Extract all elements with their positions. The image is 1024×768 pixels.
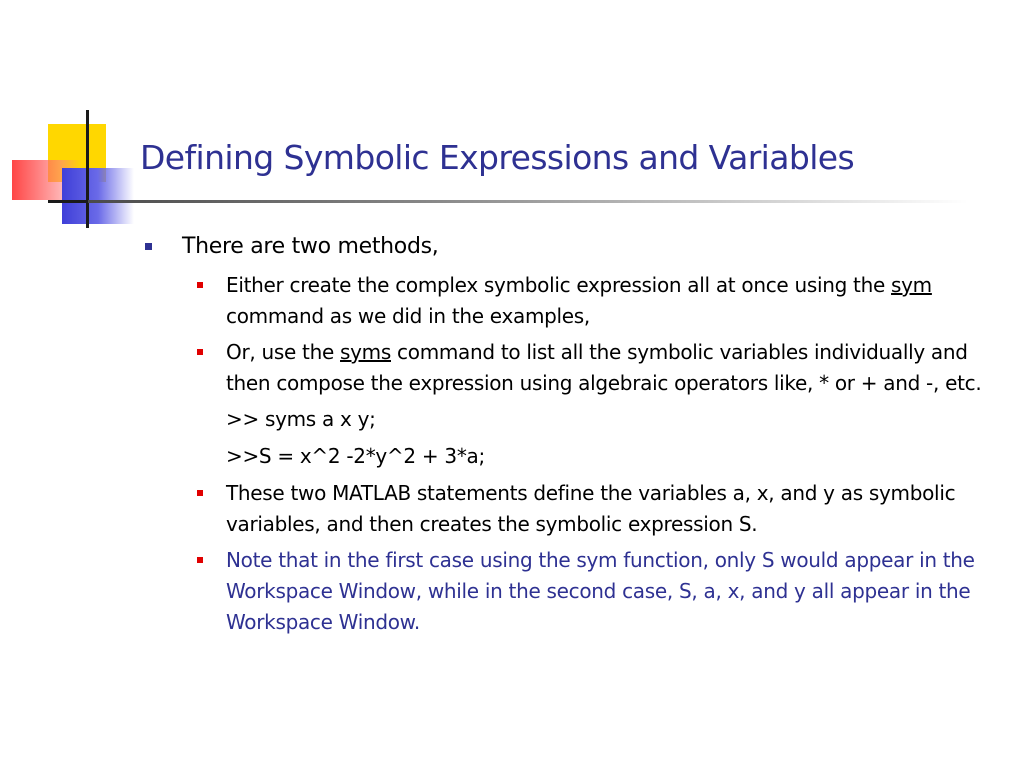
title-underline-rule	[88, 200, 968, 203]
bullet-method-one	[140, 270, 1000, 332]
slide-title: Defining Symbolic Expressions and Variables	[140, 138, 855, 177]
bullet-intro	[140, 232, 1000, 262]
slide-content	[140, 232, 1000, 643]
square-bullet-icon	[197, 490, 203, 496]
method-one-text-end: command as we did in the examples,	[226, 304, 590, 328]
logo-vertical-line	[86, 110, 89, 228]
method-one-text-start: Either create the complex symbolic expression all at once using the	[226, 273, 892, 297]
sym-keyword: sym	[891, 273, 932, 297]
method-two-text-start: Or, use the	[226, 340, 341, 364]
logo-blue-square	[62, 168, 134, 224]
bullet-statements	[140, 478, 1000, 540]
square-bullet-icon	[145, 243, 152, 250]
bullet-method-two	[140, 337, 1000, 399]
bullet-intro-text: There are two methods,	[182, 234, 439, 259]
syms-keyword: syms	[340, 340, 391, 364]
method-two-text-end: command to list all the symbolic variables individually and then compose the expression using algebraic operators like, * or + and -, etc.	[226, 340, 982, 395]
square-bullet-icon	[197, 282, 203, 288]
statements-text: These two MATLAB statements define the variables a, x, and y as symbolic variables, and then creates the symbolic expression S.	[226, 481, 956, 536]
bullet-note	[140, 545, 1000, 638]
square-bullet-icon	[197, 557, 203, 563]
code-line-expression: >>S = x^2 -2*y^2 + 3*a;	[226, 444, 485, 468]
note-text: Note that in the first case using the sym function, only S would appear in the Workspace Window, while in the second case, S, a, x, and y all appear in the Workspace Window.	[226, 548, 975, 634]
code-line-syms: >> syms a x y;	[226, 407, 376, 431]
square-bullet-icon	[197, 349, 203, 355]
